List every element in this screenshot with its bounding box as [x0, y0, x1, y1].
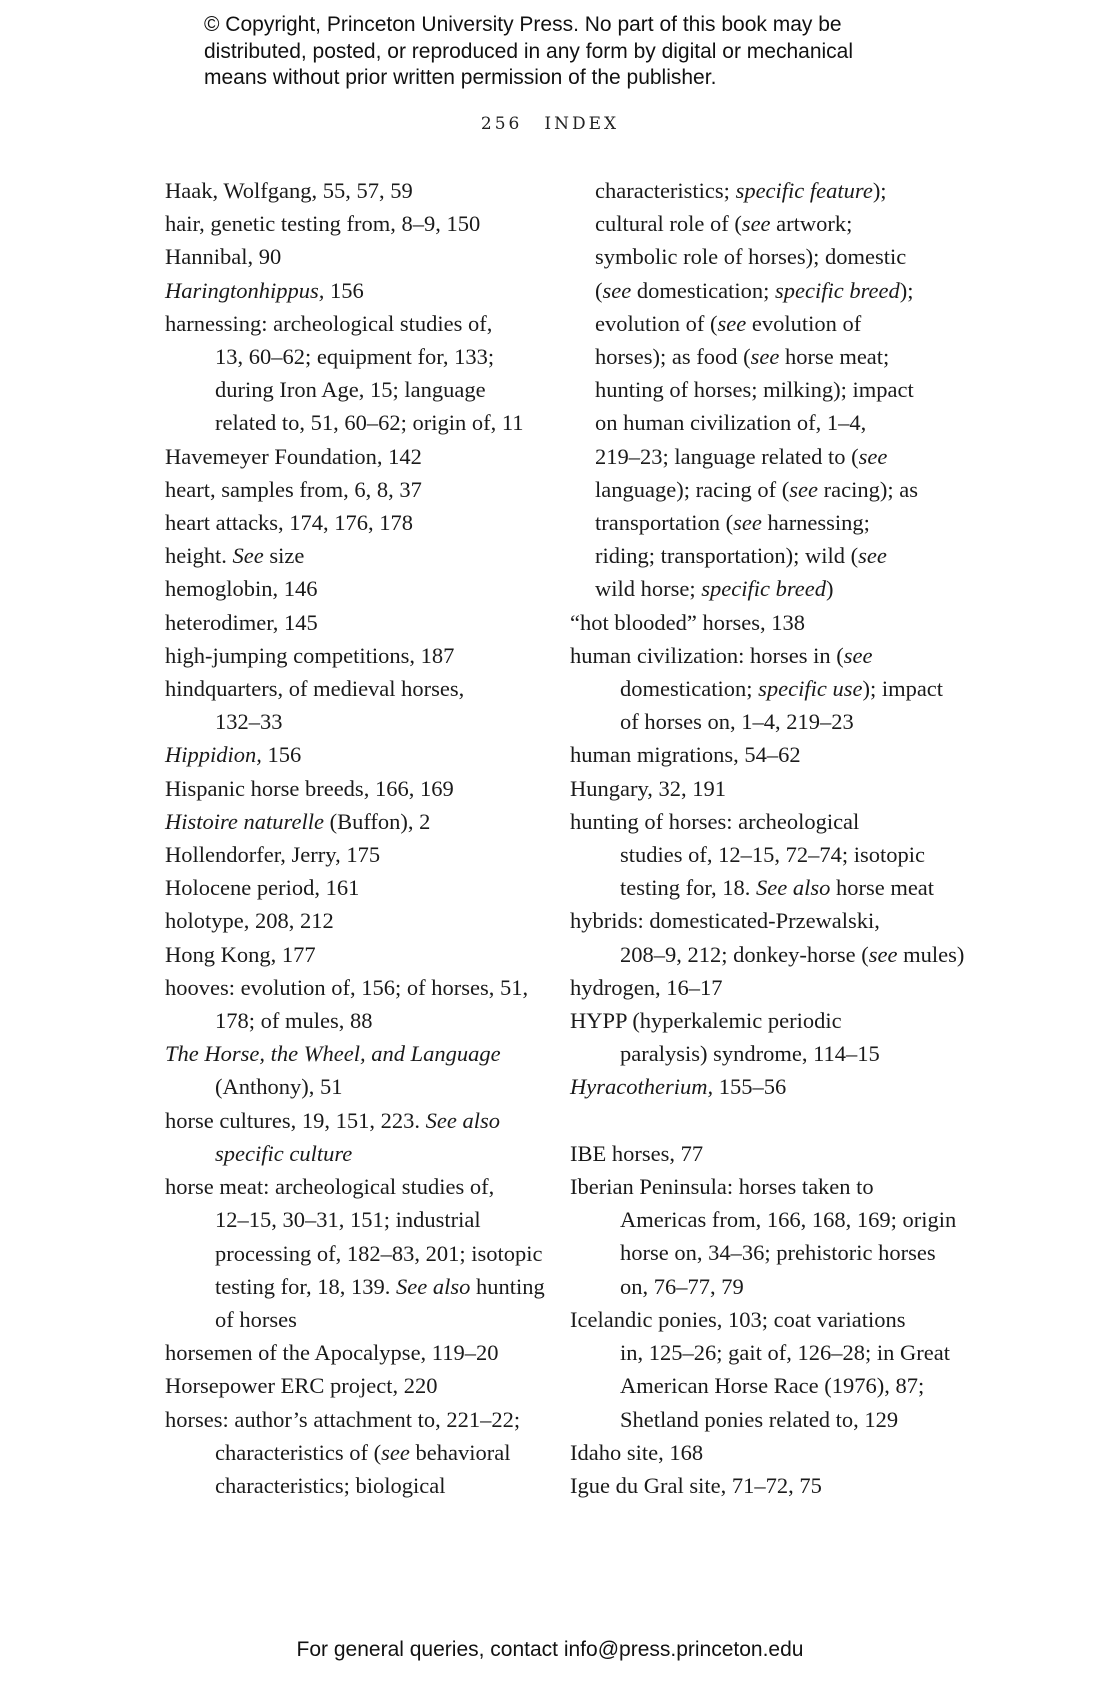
italic-text: See	[232, 543, 264, 569]
index-entry	[165, 1170, 545, 1336]
index-entry-line	[165, 738, 540, 771]
index-entry-line	[165, 473, 540, 506]
index-entry	[570, 1436, 945, 1469]
index-entry-line	[595, 274, 945, 307]
index-entry	[165, 572, 540, 605]
index-entry-line	[165, 174, 540, 207]
index-entry	[570, 639, 945, 739]
text-run: studies of, 12–15, 72–74; isotopic	[620, 842, 925, 868]
text-run: horse cultures, 19, 151, 223.	[165, 1107, 426, 1133]
text-run: hair, genetic testing from, 8–9, 150	[165, 211, 481, 237]
text-run: hunting of horses; milking); impact	[595, 377, 914, 403]
index-entry-line	[595, 240, 945, 273]
index-entry-line	[190, 373, 540, 406]
text-run: horses); as food (	[595, 344, 751, 370]
index-entry	[570, 1170, 957, 1303]
text-run: 132–33	[215, 709, 283, 735]
italic-text: specific use	[758, 676, 863, 702]
text-run: characteristics; biological	[215, 1472, 446, 1498]
index-entry-line	[570, 805, 945, 838]
index-entry-line	[595, 440, 945, 473]
italic-text: specific breed	[701, 576, 826, 602]
text-run: );	[872, 178, 887, 203]
text-run: domestication;	[620, 676, 759, 702]
index-entry	[165, 1403, 540, 1503]
index-entry	[570, 772, 945, 805]
index-entry-line	[595, 1203, 957, 1236]
index-entry-line	[165, 971, 540, 1004]
index-entry-line	[190, 340, 540, 373]
copyright-line: means without prior written permission of the publisher.	[204, 66, 717, 89]
index-entry-line	[595, 1403, 945, 1436]
index-entry-line	[165, 672, 540, 705]
index-entry-line	[165, 1336, 540, 1369]
text-run: 156	[261, 742, 302, 768]
text-run: evolution of (	[595, 310, 718, 336]
index-entry	[570, 805, 945, 905]
index-entry-line	[190, 1436, 540, 1469]
text-run: Icelandic ponies, 103; coat variations	[570, 1306, 906, 1332]
index-entry-line	[595, 705, 945, 738]
index-entry-line	[165, 606, 540, 639]
index-column-right	[570, 174, 965, 1502]
text-run: HYPP (hyperkalemic periodic	[570, 1008, 842, 1034]
index-entry-line	[165, 274, 540, 307]
italic-text: see	[602, 277, 632, 303]
index-entry-line	[165, 871, 540, 904]
text-run: Havemeyer Foundation, 142	[165, 443, 422, 469]
text-run: height.	[165, 543, 233, 569]
text-run: Igue du Gral site, 71–72, 75	[570, 1472, 822, 1498]
index-entry-line	[595, 871, 945, 904]
index-entry-line	[595, 838, 945, 871]
text-run: (	[595, 277, 603, 303]
text-run: “hot blooded” horses, 138	[570, 609, 805, 635]
index-entry-line	[190, 1270, 545, 1303]
text-run: in, 125–26; gait of, 126–28; in Great	[620, 1340, 950, 1366]
index-entry-line	[190, 1137, 540, 1170]
index-entry-line	[165, 539, 540, 572]
text-run: behavioral	[409, 1439, 511, 1465]
text-run: characteristics;	[595, 178, 736, 203]
index-entry-continued	[570, 174, 945, 606]
text-run: wild horse;	[595, 576, 702, 602]
index-entry-line	[165, 1170, 540, 1203]
text-run: riding; transportation); wild (	[595, 543, 859, 569]
index-entry-line	[165, 1037, 540, 1070]
text-run: );	[899, 277, 914, 303]
text-run: horse meat: archeological studies of,	[165, 1174, 495, 1200]
text-run: language); racing of (	[595, 476, 790, 502]
text-run: horses: author’s attachment to, 221–22;	[165, 1406, 521, 1432]
index-entry-line	[190, 1070, 540, 1103]
index-entry-line	[595, 1369, 945, 1402]
footer-contact: For general queries, contact info@press.princeton.edu	[296, 1638, 804, 1661]
italic-text: see	[868, 941, 898, 967]
index-entry	[165, 307, 540, 440]
text-run: mules)	[897, 941, 965, 967]
index-entry	[165, 539, 540, 572]
italic-text: See also	[425, 1107, 500, 1133]
text-run: racing); as	[818, 476, 918, 502]
letter-section-gap	[570, 1104, 945, 1137]
index-entry-line	[570, 1469, 945, 1502]
index-entry-line	[570, 772, 945, 805]
text-run: (Buffon), 2	[323, 808, 431, 834]
index-entry-line	[165, 1369, 540, 1402]
index-entry-line	[570, 606, 945, 639]
text-run: IBE horses, 77	[570, 1140, 704, 1166]
index-entry-line	[190, 1469, 540, 1502]
text-run: holotype, 208, 212	[165, 908, 334, 934]
index-entry-line	[190, 1237, 543, 1270]
index-entry-line	[165, 838, 540, 871]
index-entry-line	[570, 639, 945, 672]
text-run: testing for, 18, 139.	[215, 1273, 396, 1299]
index-entry	[570, 971, 945, 1004]
index-entry-line	[595, 506, 945, 539]
index-entry	[165, 871, 540, 904]
index-entry-line	[570, 1170, 945, 1203]
index-entry-line	[595, 1236, 945, 1269]
text-run: Shetland ponies related to, 129	[620, 1406, 899, 1432]
italic-text: See also	[395, 1273, 471, 1299]
copyright-line: distributed, posted, or reproduced in any form by digital or mechanical	[204, 39, 854, 63]
text-run: hybrids: domesticated-Przewalski,	[570, 908, 880, 934]
italic-text: Haringtonhippus,	[165, 277, 325, 303]
text-run: of horses	[215, 1306, 297, 1332]
text-run: human migrations, 54–62	[570, 742, 801, 768]
text-run: characteristics of (	[215, 1439, 382, 1465]
text-run: Hong Kong, 177	[165, 941, 316, 967]
index-entry-line	[595, 672, 945, 705]
text-run: on, 76–77, 79	[620, 1273, 744, 1299]
index-entry-line	[595, 572, 945, 605]
text-run: processing of, 182–83, 201; isotopic	[215, 1240, 543, 1266]
text-run: cultural role of (	[595, 211, 742, 237]
text-run: Idaho site, 168	[570, 1439, 704, 1465]
text-run: Hispanic horse breeds, 166, 169	[165, 775, 454, 801]
italic-text: see	[789, 476, 819, 502]
index-entry-line	[165, 772, 540, 805]
italic-text: specific feature	[735, 178, 873, 203]
index-entry-line	[165, 307, 540, 340]
index-entry	[165, 738, 540, 771]
index-entry-line	[165, 639, 540, 672]
index-entry-line	[165, 1104, 540, 1137]
text-run: during Iron Age, 15; language	[215, 377, 486, 403]
text-run: Iberian Peninsula: horses taken to	[570, 1174, 874, 1200]
copyright-notice	[204, 12, 964, 92]
index-entry-line	[165, 240, 540, 273]
index-entry	[570, 1303, 950, 1436]
text-run: horse meat;	[779, 344, 890, 370]
index-entry-line	[165, 506, 540, 539]
index-entry-line	[570, 1070, 945, 1103]
index-entry-line	[190, 705, 540, 738]
index-entry	[570, 1004, 945, 1070]
text-run: Horsepower ERC project, 220	[165, 1373, 438, 1399]
index-entry-line	[165, 1403, 540, 1436]
page-number: 256	[480, 114, 523, 134]
italic-text: Hippidion,	[165, 742, 262, 768]
index-entry-line	[570, 1004, 945, 1037]
text-run: hydrogen, 16–17	[570, 974, 723, 1000]
text-run: heart attacks, 174, 176, 178	[165, 510, 414, 536]
text-run: on human civilization of, 1–4,	[595, 410, 867, 436]
index-entry-line	[190, 1303, 540, 1336]
text-run: Americas from, 166, 168, 169; origin	[620, 1207, 957, 1233]
text-run: high-jumping competitions, 187	[165, 642, 455, 668]
text-run: ); impact	[862, 676, 944, 702]
text-run: Haak, Wolfgang, 55, 57, 59	[165, 178, 413, 203]
index-entry	[165, 274, 540, 307]
index-entry	[165, 506, 540, 539]
text-run: heterodimer, 145	[165, 609, 318, 635]
text-run: Hannibal, 90	[165, 244, 282, 270]
text-run: testing for, 18.	[620, 875, 756, 901]
text-run: (Anthony), 51	[215, 1074, 343, 1100]
italic-text: see	[858, 443, 888, 469]
italic-text: specific breed	[774, 277, 900, 303]
text-run: horse on, 34–36; prehistoric horses	[620, 1240, 936, 1266]
index-entry-line	[595, 307, 945, 340]
italic-text: see	[750, 344, 780, 370]
index-entry-line	[165, 938, 540, 971]
index-entry	[570, 1070, 945, 1103]
index-entry-line	[595, 1270, 945, 1303]
section-title: INDEX	[544, 114, 620, 134]
index-entry	[165, 672, 540, 738]
text-run: of horses on, 1–4, 219–23	[620, 709, 854, 735]
index-entry-line	[190, 1004, 540, 1037]
index-entry-line	[570, 738, 945, 771]
italic-text: See also	[755, 875, 831, 901]
index-entry-line	[570, 1303, 945, 1336]
italic-text: see	[717, 310, 747, 336]
index-entry-line	[595, 938, 965, 971]
text-run: horsemen of the Apocalypse, 119–20	[165, 1340, 499, 1366]
text-run: 219–23; language related to (	[595, 443, 859, 469]
text-run: symbolic role of horses); domestic	[595, 244, 907, 270]
index-entry-line	[570, 904, 945, 937]
text-run: hindquarters, of medieval horses,	[165, 676, 465, 702]
text-run: 178; of mules, 88	[215, 1008, 373, 1034]
index-entry	[165, 174, 540, 207]
text-run: size	[263, 543, 305, 569]
index-entry	[165, 240, 540, 273]
index-entry	[570, 738, 945, 771]
index-entry-line	[595, 406, 945, 439]
text-run: harnessing: archeological studies of,	[165, 310, 493, 336]
text-run: related to, 51, 60–62; origin of, 11	[215, 410, 524, 436]
text-run: 13, 60–62; equipment for, 133;	[215, 344, 495, 370]
index-entry-line	[570, 971, 945, 1004]
index-entry	[165, 772, 540, 805]
index-entry	[570, 904, 965, 970]
index-entry	[165, 1369, 540, 1402]
index-entry-line	[570, 1137, 945, 1170]
index-entry-line	[595, 174, 945, 207]
index-entry-line	[595, 539, 945, 572]
italic-text: see	[381, 1439, 410, 1465]
text-run: harnessing;	[761, 510, 870, 536]
index-entry-line	[165, 440, 540, 473]
index-entry	[165, 1104, 540, 1170]
text-run: )	[826, 576, 834, 602]
index-entry-line	[595, 473, 945, 506]
text-run: hooves: evolution of, 156; of horses, 51,	[165, 974, 529, 1000]
index-entry-line	[190, 406, 540, 439]
index-entry-line	[570, 1436, 945, 1469]
index-entry-line	[165, 572, 540, 605]
text-run: horse meat	[830, 875, 935, 901]
italic-text: see	[858, 543, 887, 569]
text-run: Holocene period, 161	[165, 875, 360, 901]
text-run: 155–56	[713, 1074, 787, 1100]
text-run: transportation (	[595, 510, 734, 536]
index-entry	[165, 440, 540, 473]
index-entry-line	[190, 1203, 540, 1236]
text-run: human civilization: horses in (	[570, 642, 844, 668]
index-entry	[165, 805, 540, 838]
text-run: 12–15, 30–31, 151; industrial	[215, 1207, 481, 1233]
index-entry	[165, 938, 540, 971]
copyright-line: © Copyright, Princeton University Press. No part of this book may be	[204, 13, 842, 36]
index-entry	[165, 473, 540, 506]
italic-text: Histoire naturelle	[165, 808, 324, 834]
index-entry	[165, 1336, 540, 1369]
index-entry-line	[595, 207, 945, 240]
index-entry-line	[165, 207, 540, 240]
index-entry	[165, 606, 540, 639]
text-run: paralysis) syndrome, 114–15	[620, 1041, 880, 1067]
index-entry	[165, 971, 540, 1037]
italic-text: see	[741, 211, 771, 237]
italic-text: see	[733, 510, 762, 536]
text-run: heart, samples from, 6, 8, 37	[165, 476, 422, 502]
index-entry-line	[595, 340, 945, 373]
index-entry	[165, 207, 540, 240]
index-entry-line	[595, 1336, 950, 1369]
index-entry-line	[165, 805, 540, 838]
index-entry	[165, 1037, 540, 1103]
italic-text: see	[843, 642, 873, 668]
text-run: hunting of horses: archeological	[570, 808, 860, 834]
italic-text: specific culture	[215, 1140, 353, 1166]
text-run: hemoglobin, 146	[165, 576, 318, 602]
index-entry	[165, 639, 540, 672]
text-run: 208–9, 212; donkey-horse (	[620, 941, 869, 967]
text-run: 156	[324, 277, 364, 303]
running-head	[0, 114, 1100, 134]
italic-text: Hyracotherium,	[570, 1074, 714, 1100]
text-run: artwork;	[770, 211, 853, 237]
index-entry	[165, 904, 540, 937]
index-column-left	[165, 174, 545, 1502]
text-run: evolution of	[746, 310, 862, 336]
text-run: American Horse Race (1976), 87;	[620, 1373, 925, 1399]
index-entry	[570, 1469, 945, 1502]
index-entry	[570, 606, 945, 639]
text-run: Hollendorfer, Jerry, 175	[165, 842, 381, 868]
italic-text: The Horse, the Wheel, and Language	[165, 1041, 501, 1067]
index-entry	[570, 1137, 945, 1170]
text-run: hunting	[470, 1273, 545, 1299]
index-entry-line	[595, 1037, 945, 1070]
index-entry-line	[165, 904, 540, 937]
text-run: domestication;	[631, 277, 775, 303]
text-run: Hungary, 32, 191	[570, 775, 727, 801]
index-entry	[165, 838, 540, 871]
index-entry-line	[595, 373, 945, 406]
